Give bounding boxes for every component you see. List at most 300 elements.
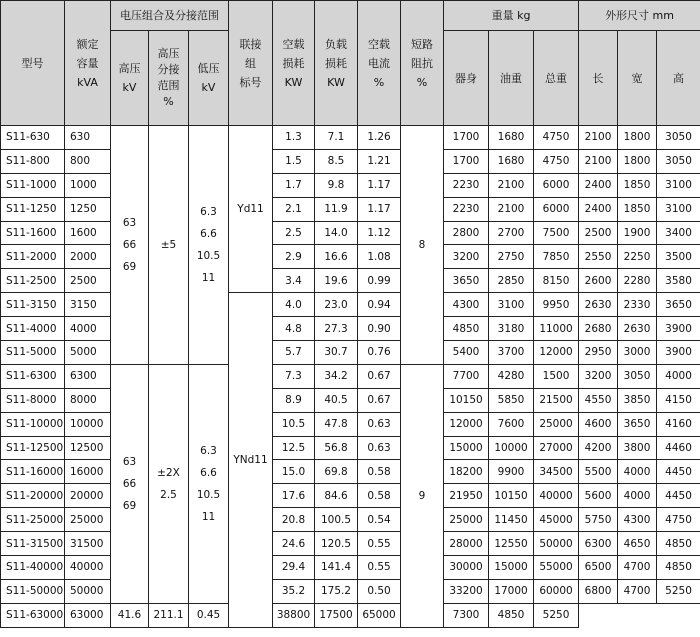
load-loss-cell: 100.5 bbox=[315, 508, 358, 532]
noload-loss-cell: 17.6 bbox=[273, 484, 315, 508]
lv-value-line: 11 bbox=[201, 271, 216, 284]
table-row bbox=[1, 532, 700, 556]
capacity-cell: 16000 bbox=[65, 460, 111, 484]
oil-weight-cell: 11450 bbox=[489, 508, 534, 532]
noload-loss-cell: 15.0 bbox=[273, 460, 315, 484]
noload-loss-line: 损耗 bbox=[282, 56, 305, 70]
noload-loss-cell: 1.7 bbox=[273, 173, 315, 197]
total-weight-cell: 7500 bbox=[534, 221, 579, 245]
height-cell: 3050 bbox=[657, 149, 700, 173]
capacity-cell: 4000 bbox=[65, 317, 111, 341]
rated-capacity-line: 容量 bbox=[76, 56, 99, 70]
length-cell: 2550 bbox=[579, 245, 618, 269]
total-weight-cell: 27000 bbox=[534, 436, 579, 460]
load-loss-cell: 11.9 bbox=[315, 197, 358, 221]
height-cell: 3900 bbox=[657, 317, 700, 341]
capacity-cell: 8000 bbox=[65, 388, 111, 412]
length-cell: 2680 bbox=[579, 317, 618, 341]
height-cell: 4750 bbox=[657, 508, 700, 532]
length-cell: 6800 bbox=[579, 579, 618, 603]
hv-line: kV bbox=[122, 81, 137, 94]
noload-loss-cell: 1.5 bbox=[273, 149, 315, 173]
model-cell: S11-6300 bbox=[1, 364, 65, 388]
load-loss-cell: 211.1 bbox=[149, 603, 189, 627]
total-weight-cell: 4750 bbox=[534, 126, 579, 150]
capacity-cell: 5000 bbox=[65, 341, 111, 365]
length-cell: 6300 bbox=[579, 532, 618, 556]
noload-loss-cell: 4.0 bbox=[273, 293, 315, 317]
noload-current-cell: 1.17 bbox=[358, 173, 401, 197]
length-cell: 4200 bbox=[579, 436, 618, 460]
connection-header bbox=[229, 1, 273, 126]
table-row bbox=[1, 508, 700, 532]
width-cell: 3800 bbox=[618, 436, 657, 460]
noload-loss-line: 空载 bbox=[282, 37, 305, 51]
load-loss-cell: 8.5 bbox=[315, 149, 358, 173]
noload-loss-cell: 41.6 bbox=[111, 603, 149, 627]
load-loss-cell: 30.7 bbox=[315, 341, 358, 365]
load-loss-cell: 120.5 bbox=[315, 532, 358, 556]
load-loss-cell: 56.8 bbox=[315, 436, 358, 460]
body-weight-cell: 28000 bbox=[444, 532, 489, 556]
body-weight-cell: 15000 bbox=[444, 436, 489, 460]
body-weight-header: 器身 bbox=[444, 31, 489, 126]
tap-range-line: % bbox=[163, 95, 174, 108]
oil-weight-cell: 10150 bbox=[489, 484, 534, 508]
total-weight-cell: 21500 bbox=[534, 388, 579, 412]
model-cell: S11-4000 bbox=[1, 317, 65, 341]
hv-group-cell bbox=[111, 126, 149, 365]
table-row bbox=[1, 221, 700, 245]
capacity-cell: 3150 bbox=[65, 293, 111, 317]
length-cell: 2500 bbox=[579, 221, 618, 245]
length-cell: 5750 bbox=[579, 508, 618, 532]
oil-weight-cell: 12550 bbox=[489, 532, 534, 556]
tap-group-cell bbox=[149, 364, 189, 603]
noload-current-cell: 0.55 bbox=[358, 556, 401, 580]
lv-value-line: 6.3 bbox=[200, 205, 217, 218]
impedance-cell: 9 bbox=[401, 364, 444, 627]
total-weight-cell: 50000 bbox=[534, 532, 579, 556]
dimensions-header: 外形尺寸 mm bbox=[579, 1, 700, 31]
width-cell: 4000 bbox=[618, 460, 657, 484]
body-weight-cell: 2230 bbox=[444, 197, 489, 221]
hv-line: 高压 bbox=[118, 62, 141, 75]
model-cell: S11-8000 bbox=[1, 388, 65, 412]
oil-weight-cell: 2750 bbox=[489, 245, 534, 269]
noload-loss-cell: 10.5 bbox=[273, 412, 315, 436]
tap-range-header bbox=[149, 31, 189, 126]
height-cell: 4450 bbox=[657, 484, 700, 508]
lv-line: 低压 bbox=[197, 62, 220, 75]
table-row bbox=[1, 293, 700, 317]
rated-capacity-line: 额定 bbox=[76, 37, 99, 51]
load-loss-cell: 27.3 bbox=[315, 317, 358, 341]
height-cell: 4000 bbox=[657, 364, 700, 388]
width-cell: 3850 bbox=[618, 388, 657, 412]
capacity-cell: 31500 bbox=[65, 532, 111, 556]
lv-value-line: 11 bbox=[201, 510, 216, 523]
width-cell: 1800 bbox=[618, 149, 657, 173]
capacity-cell: 12500 bbox=[65, 436, 111, 460]
noload-current-cell: 1.26 bbox=[358, 126, 401, 150]
body-weight-cell: 4850 bbox=[444, 317, 489, 341]
table-row bbox=[1, 197, 700, 221]
total-weight-cell: 4750 bbox=[534, 149, 579, 173]
oil-weight-cell: 17500 bbox=[315, 603, 358, 627]
capacity-cell: 1000 bbox=[65, 173, 111, 197]
capacity-cell: 2500 bbox=[65, 269, 111, 293]
model-cell: S11-1600 bbox=[1, 221, 65, 245]
body-weight-cell: 21950 bbox=[444, 484, 489, 508]
capacity-cell: 63000 bbox=[65, 603, 111, 627]
noload-current-cell: 0.55 bbox=[358, 532, 401, 556]
width-cell: 4700 bbox=[618, 579, 657, 603]
lv-value-line: 6.3 bbox=[200, 444, 217, 457]
model-cell: S11-3150 bbox=[1, 293, 65, 317]
weight-header: 重量 kg bbox=[444, 1, 579, 31]
oil-weight-cell: 2100 bbox=[489, 173, 534, 197]
length-cell: 3200 bbox=[579, 364, 618, 388]
oil-weight-cell: 3700 bbox=[489, 341, 534, 365]
lv-group-cell bbox=[189, 364, 229, 603]
oil-weight-cell: 2100 bbox=[489, 197, 534, 221]
length-cell: 2100 bbox=[579, 149, 618, 173]
height-cell: 4160 bbox=[657, 412, 700, 436]
noload-current-cell: 0.63 bbox=[358, 436, 401, 460]
noload-current-cell: 0.58 bbox=[358, 460, 401, 484]
hv-group-cell bbox=[111, 364, 149, 603]
total-weight-cell: 9950 bbox=[534, 293, 579, 317]
table-row bbox=[1, 603, 700, 627]
load-loss-header bbox=[315, 1, 358, 126]
width-cell: 1850 bbox=[618, 197, 657, 221]
body-weight-cell: 38800 bbox=[273, 603, 315, 627]
table-row bbox=[1, 245, 700, 269]
capacity-cell: 25000 bbox=[65, 508, 111, 532]
noload-current-cell: 0.45 bbox=[189, 603, 229, 627]
impedance-line: % bbox=[416, 75, 428, 89]
noload-loss-cell: 2.9 bbox=[273, 245, 315, 269]
width-cell: 3650 bbox=[618, 412, 657, 436]
length-cell: 2100 bbox=[579, 126, 618, 150]
noload-current-line: % bbox=[373, 75, 385, 89]
noload-loss-cell: 24.6 bbox=[273, 532, 315, 556]
connection-line: 联接 bbox=[239, 37, 262, 51]
noload-current-line: 空载 bbox=[368, 37, 391, 51]
model-cell: S11-2500 bbox=[1, 269, 65, 293]
width-cell: 2330 bbox=[618, 293, 657, 317]
height-cell: 5250 bbox=[657, 579, 700, 603]
table-row bbox=[1, 126, 700, 150]
noload-loss-cell: 3.4 bbox=[273, 269, 315, 293]
oil-weight-cell: 3180 bbox=[489, 317, 534, 341]
noload-current-line: 电流 bbox=[368, 56, 391, 70]
width-cell: 1900 bbox=[618, 221, 657, 245]
body-weight-cell: 25000 bbox=[444, 508, 489, 532]
length-cell: 2600 bbox=[579, 269, 618, 293]
oil-weight-cell: 9900 bbox=[489, 460, 534, 484]
body-weight-cell: 7700 bbox=[444, 364, 489, 388]
capacity-cell: 10000 bbox=[65, 412, 111, 436]
length-cell: 4550 bbox=[579, 388, 618, 412]
total-weight-header: 总重 bbox=[534, 31, 579, 126]
rated-capacity-header bbox=[65, 1, 111, 126]
model-cell: S11-20000 bbox=[1, 484, 65, 508]
table-row bbox=[1, 460, 700, 484]
width-cell: 4650 bbox=[618, 532, 657, 556]
model-cell: S11-1000 bbox=[1, 173, 65, 197]
height-cell: 4850 bbox=[657, 532, 700, 556]
oil-weight-cell: 4280 bbox=[489, 364, 534, 388]
tap-value-line: 2.5 bbox=[160, 488, 177, 501]
length-cell: 5500 bbox=[579, 460, 618, 484]
table-row bbox=[1, 364, 700, 388]
connection-line: 标号 bbox=[239, 75, 262, 89]
body-weight-cell: 2800 bbox=[444, 221, 489, 245]
table-row bbox=[1, 317, 700, 341]
impedance-line: 阻抗 bbox=[411, 56, 434, 70]
oil-weight-cell: 2700 bbox=[489, 221, 534, 245]
model-cell: S11-16000 bbox=[1, 460, 65, 484]
table-row bbox=[1, 579, 700, 603]
model-cell: S11-10000 bbox=[1, 412, 65, 436]
noload-current-cell: 0.50 bbox=[358, 579, 401, 603]
noload-current-cell: 1.12 bbox=[358, 221, 401, 245]
body-weight-cell: 4300 bbox=[444, 293, 489, 317]
capacity-cell: 800 bbox=[65, 149, 111, 173]
body-weight-cell: 30000 bbox=[444, 556, 489, 580]
noload-loss-cell: 5.7 bbox=[273, 341, 315, 365]
load-loss-cell: 9.8 bbox=[315, 173, 358, 197]
tap-range-line: 范围 bbox=[157, 79, 180, 92]
load-loss-line: KW bbox=[327, 75, 345, 89]
height-cell: 3400 bbox=[657, 221, 700, 245]
noload-current-cell: 0.67 bbox=[358, 388, 401, 412]
noload-loss-cell: 1.3 bbox=[273, 126, 315, 150]
capacity-cell: 1250 bbox=[65, 197, 111, 221]
oil-weight-cell: 3100 bbox=[489, 293, 534, 317]
body-weight-cell: 10150 bbox=[444, 388, 489, 412]
body-weight-cell: 3650 bbox=[444, 269, 489, 293]
connection-cell: YNd11 bbox=[229, 293, 273, 627]
table-row bbox=[1, 341, 700, 365]
noload-loss-cell: 35.2 bbox=[273, 579, 315, 603]
width-cell: 2250 bbox=[618, 245, 657, 269]
load-loss-cell: 40.5 bbox=[315, 388, 358, 412]
hv-value-line: 69 bbox=[122, 499, 137, 512]
model-cell: S11-25000 bbox=[1, 508, 65, 532]
height-cell: 3580 bbox=[657, 269, 700, 293]
total-weight-cell: 60000 bbox=[534, 579, 579, 603]
impedance-cell: 8 bbox=[401, 126, 444, 365]
hv-value-line: 66 bbox=[122, 238, 137, 251]
oil-weight-cell: 2850 bbox=[489, 269, 534, 293]
total-weight-cell: 40000 bbox=[534, 484, 579, 508]
oil-weight-cell: 1680 bbox=[489, 149, 534, 173]
impedance-header bbox=[401, 1, 444, 126]
table-row bbox=[1, 436, 700, 460]
oil-weight-cell: 10000 bbox=[489, 436, 534, 460]
length-cell: 5600 bbox=[579, 484, 618, 508]
load-loss-cell: 23.0 bbox=[315, 293, 358, 317]
height-header: 高 bbox=[657, 31, 700, 126]
tap-value-line: ±5 bbox=[160, 238, 177, 251]
total-weight-cell: 25000 bbox=[534, 412, 579, 436]
height-cell: 3100 bbox=[657, 173, 700, 197]
height-cell: 4150 bbox=[657, 388, 700, 412]
body-weight-cell: 1700 bbox=[444, 149, 489, 173]
lv-value-line: 6.6 bbox=[200, 227, 217, 240]
lv-value-line: 10.5 bbox=[196, 488, 221, 501]
total-weight-cell: 6000 bbox=[534, 197, 579, 221]
lv-group-cell bbox=[189, 126, 229, 365]
noload-current-cell: 0.99 bbox=[358, 269, 401, 293]
length-cell: 2400 bbox=[579, 173, 618, 197]
width-cell: 4000 bbox=[618, 484, 657, 508]
width-cell: 3000 bbox=[618, 341, 657, 365]
total-weight-cell: 65000 bbox=[358, 603, 401, 627]
oil-weight-cell: 17000 bbox=[489, 579, 534, 603]
body-weight-cell: 12000 bbox=[444, 412, 489, 436]
width-cell: 3050 bbox=[618, 364, 657, 388]
connection-line: 组 bbox=[245, 56, 257, 70]
height-cell: 3100 bbox=[657, 197, 700, 221]
hv-value-line: 63 bbox=[122, 455, 137, 468]
noload-current-cell: 1.17 bbox=[358, 197, 401, 221]
impedance-line: 短路 bbox=[411, 37, 434, 51]
noload-loss-cell: 8.9 bbox=[273, 388, 315, 412]
body-weight-cell: 2230 bbox=[444, 173, 489, 197]
load-loss-cell: 175.2 bbox=[315, 579, 358, 603]
table-row bbox=[1, 484, 700, 508]
oil-weight-cell: 7600 bbox=[489, 412, 534, 436]
noload-loss-line: KW bbox=[284, 75, 303, 89]
model-cell: S11-31500 bbox=[1, 532, 65, 556]
noload-current-cell: 0.54 bbox=[358, 508, 401, 532]
hv-header bbox=[111, 31, 149, 126]
total-weight-cell: 11000 bbox=[534, 317, 579, 341]
capacity-cell: 40000 bbox=[65, 556, 111, 580]
noload-current-cell: 0.94 bbox=[358, 293, 401, 317]
height-cell: 4450 bbox=[657, 460, 700, 484]
width-cell: 1800 bbox=[618, 126, 657, 150]
capacity-cell: 630 bbox=[65, 126, 111, 150]
noload-loss-cell: 29.4 bbox=[273, 556, 315, 580]
noload-current-cell: 1.08 bbox=[358, 245, 401, 269]
body-weight-cell: 5400 bbox=[444, 341, 489, 365]
table-row bbox=[1, 556, 700, 580]
load-loss-cell: 7.1 bbox=[315, 126, 358, 150]
connection-cell: Yd11 bbox=[229, 126, 273, 293]
noload-loss-cell: 20.8 bbox=[273, 508, 315, 532]
model-cell: S11-800 bbox=[1, 149, 65, 173]
length-cell: 7300 bbox=[444, 603, 489, 627]
body-weight-cell: 1700 bbox=[444, 126, 489, 150]
noload-loss-cell: 2.1 bbox=[273, 197, 315, 221]
noload-loss-cell: 2.5 bbox=[273, 221, 315, 245]
noload-current-cell: 0.76 bbox=[358, 341, 401, 365]
model-cell: S11-1250 bbox=[1, 197, 65, 221]
table-row bbox=[1, 388, 700, 412]
width-header: 宽 bbox=[618, 31, 657, 126]
height-cell: 4850 bbox=[657, 556, 700, 580]
height-cell: 5250 bbox=[534, 603, 579, 627]
load-loss-cell: 16.6 bbox=[315, 245, 358, 269]
total-weight-cell: 12000 bbox=[534, 341, 579, 365]
length-cell: 2950 bbox=[579, 341, 618, 365]
tap-value-line: ±2X bbox=[157, 466, 180, 479]
height-cell: 3050 bbox=[657, 126, 700, 150]
oil-weight-cell: 15000 bbox=[489, 556, 534, 580]
height-cell: 3650 bbox=[657, 293, 700, 317]
noload-current-cell: 0.67 bbox=[358, 364, 401, 388]
lv-line: kV bbox=[201, 81, 216, 94]
tap-range-line: 高压 bbox=[157, 47, 180, 60]
table-row bbox=[1, 412, 700, 436]
model-cell: S11-12500 bbox=[1, 436, 65, 460]
model-cell: S11-5000 bbox=[1, 341, 65, 365]
height-cell: 3500 bbox=[657, 245, 700, 269]
load-loss-line: 负载 bbox=[325, 37, 348, 51]
model-cell: S11-630 bbox=[1, 126, 65, 150]
model-cell: S11-40000 bbox=[1, 556, 65, 580]
noload-current-header bbox=[358, 1, 401, 126]
load-loss-cell: 141.4 bbox=[315, 556, 358, 580]
capacity-cell: 2000 bbox=[65, 245, 111, 269]
length-header: 长 bbox=[579, 31, 618, 126]
body-weight-cell: 33200 bbox=[444, 579, 489, 603]
height-cell: 4460 bbox=[657, 436, 700, 460]
hv-value-line: 66 bbox=[122, 477, 137, 490]
noload-current-cell: 0.63 bbox=[358, 412, 401, 436]
total-weight-cell: 45000 bbox=[534, 508, 579, 532]
model-cell: S11-63000 bbox=[1, 603, 65, 627]
noload-current-cell: 0.90 bbox=[358, 317, 401, 341]
tap-group-cell bbox=[149, 126, 189, 365]
width-cell: 2630 bbox=[618, 317, 657, 341]
length-cell: 2630 bbox=[579, 293, 618, 317]
lv-header bbox=[189, 31, 229, 126]
total-weight-cell: 55000 bbox=[534, 556, 579, 580]
capacity-cell: 6300 bbox=[65, 364, 111, 388]
load-loss-cell: 14.0 bbox=[315, 221, 358, 245]
width-cell: 4300 bbox=[618, 508, 657, 532]
body-weight-cell: 3200 bbox=[444, 245, 489, 269]
table-row bbox=[1, 173, 700, 197]
lv-value-line: 6.6 bbox=[200, 466, 217, 479]
noload-current-cell: 1.21 bbox=[358, 149, 401, 173]
model-cell: S11-50000 bbox=[1, 579, 65, 603]
length-cell: 6500 bbox=[579, 556, 618, 580]
width-cell: 4700 bbox=[618, 556, 657, 580]
load-loss-cell: 84.6 bbox=[315, 484, 358, 508]
total-weight-cell: 6000 bbox=[534, 173, 579, 197]
voltage-group-header: 电压组合及分接范围 bbox=[111, 1, 229, 31]
width-cell: 2280 bbox=[618, 269, 657, 293]
load-loss-cell: 34.2 bbox=[315, 364, 358, 388]
height-cell: 3900 bbox=[657, 341, 700, 365]
oil-weight-cell: 5850 bbox=[489, 388, 534, 412]
length-cell: 4600 bbox=[579, 412, 618, 436]
total-weight-cell: 1500 bbox=[534, 364, 579, 388]
total-weight-cell: 34500 bbox=[534, 460, 579, 484]
capacity-cell: 50000 bbox=[65, 579, 111, 603]
noload-current-cell: 0.58 bbox=[358, 484, 401, 508]
hv-value-line: 63 bbox=[122, 216, 137, 229]
model-cell: S11-2000 bbox=[1, 245, 65, 269]
noload-loss-cell: 4.8 bbox=[273, 317, 315, 341]
